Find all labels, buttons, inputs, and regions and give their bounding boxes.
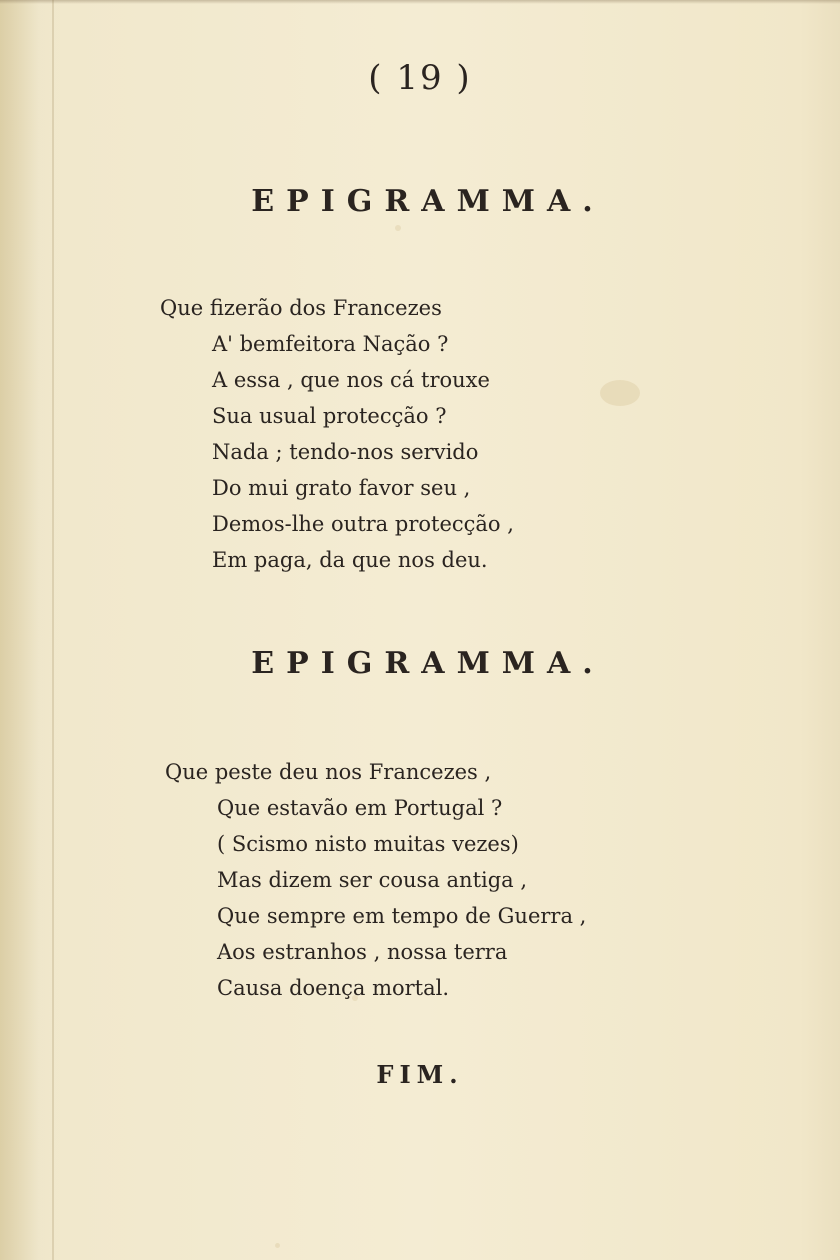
poem-line: Aos estranhos , nossa terra (217, 940, 508, 964)
poem-line: Mas dizem ser cousa antiga , (217, 868, 528, 892)
poem-line: Do mui grato favor seu , (212, 476, 471, 500)
page-top-edge (0, 0, 840, 4)
poem-line: Causa doença mortal. (217, 976, 450, 1000)
epigram-poem (160, 290, 514, 578)
epigram-title: EPIGRAMMA. (251, 184, 605, 219)
page-number: ( 19 ) (368, 58, 472, 98)
poem-line: A' bemfeitora Nação ? (212, 332, 449, 356)
poem-line: Demos-lhe outra protecção , (212, 512, 514, 536)
paper-stain (275, 1243, 280, 1248)
poem-line: Que sempre em tempo de Guerra , (217, 904, 587, 928)
poem-line: ( Scismo nisto muitas vezes) (217, 832, 519, 856)
paper-stain (600, 380, 640, 406)
poem-line: Que peste deu nos Francezes , (165, 760, 492, 784)
poem-line: Que estavão em Portugal ? (217, 796, 503, 820)
epigram-title: EPIGRAMMA. (251, 646, 605, 681)
paper-stain (395, 225, 401, 231)
poem-line: A essa , que nos cá trouxe (212, 368, 490, 392)
poem-line: Sua usual protecção ? (212, 404, 447, 428)
epigram-poem (165, 754, 586, 1006)
ending-text: FIM. (376, 1060, 464, 1089)
poem-line: Nada ; tendo-nos servido (212, 440, 479, 464)
poem-line: Em paga, da que nos deu. (212, 548, 488, 572)
poem-line: Que fizerão dos Francezes (160, 296, 442, 320)
